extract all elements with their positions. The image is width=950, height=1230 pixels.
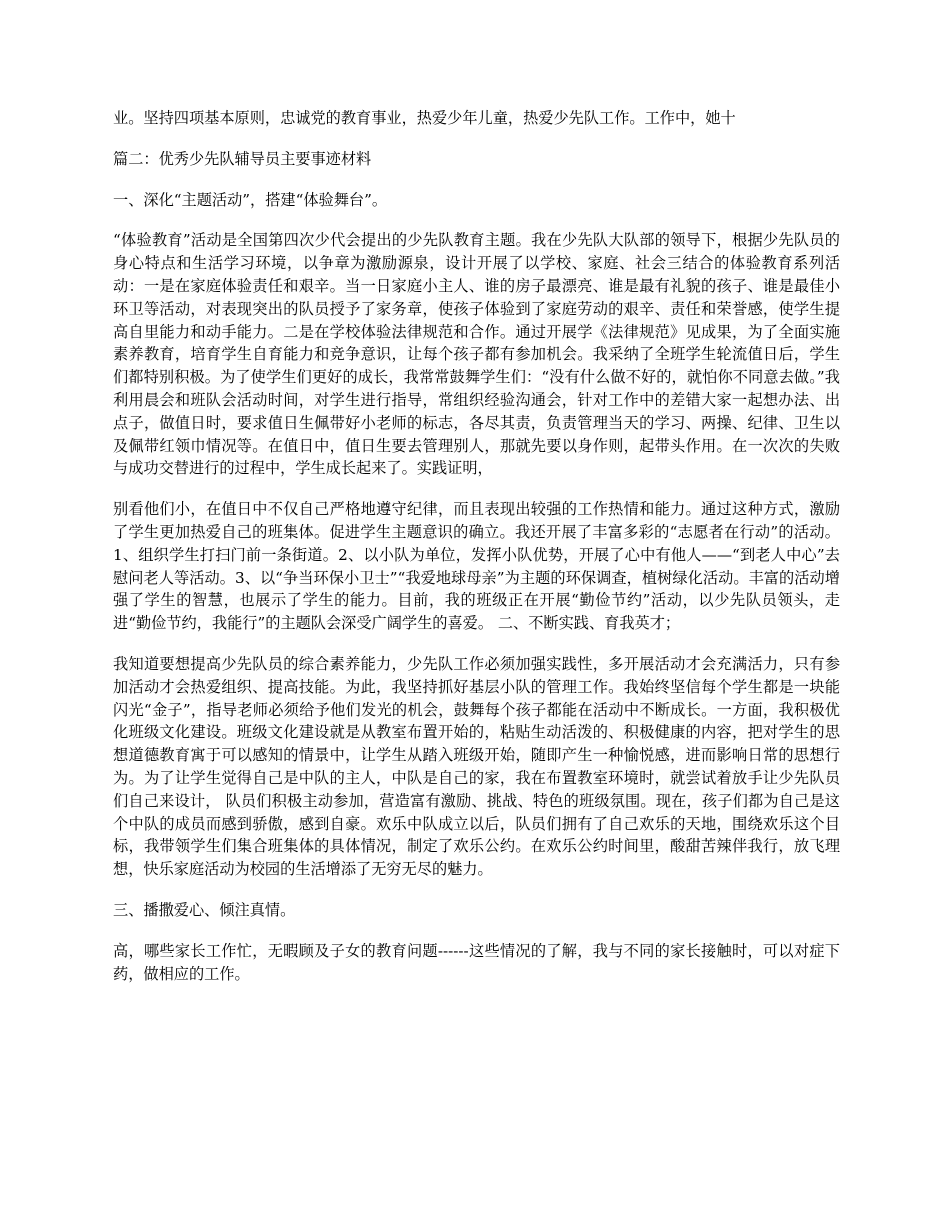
paragraph-6: 我知道要想提高少先队员的综合素养能力，少先队工作必须加强实践性，多开展活动才会充满活力，只有参加活动才会热爱组织、提高技能。为此，我坚持抓好基层小队的管理工作。我始终坚信每个学生都是一块能闪光“金子”，指导老师必须给予他们发光的机会，鼓舞每个孩子都能在活动中不断成长。一方面，我积极优化班级文化建设。班级文化建设就是从教室布置开始的，粘贴生动活泼的、积极健康的内容，把对学生的思想道德教育寓于可以感知的情景中，让学生从踏入班级开始，随即产生一种愉悦感，进而影响日常的思想行为。为了让学生觉得自己是中队的主人，中队是自己的家，我在布置教室环境时，就尝试着放手让少先队员们自己来设计， 队员们积极主动参加，营造富有激励、挑战、特色的班级氛围。现在，孩子们都为自己是这个中队的成员而感到骄傲，感到自豪。欢乐中队成立以后，队员们拥有了自己欢乐的天地，围绕欢乐这个目标，我带领学生们集合班集体的具体情况，制定了欢乐公约。在欢乐公约时间里，酸甜苦辣伴我行，放飞理想，快乐家庭活动为校园的生活增添了无穷无尽的魅力。 [113,654,840,879]
document-page [113,107,840,1003]
paragraph-3-subheading: 一、深化“主题活动”，搭建“体验舞台”。 [113,190,388,209]
paragraph-1: 业。坚持四项基本原则，忠诚党的教育事业，热爱少年儿童，热爱少先队工作。工作中，她十 [113,109,736,127]
paragraph-8: 高，哪些家长工作忙，无暇顾及子女的教育问题------这些情况的了解，我与不同的家长接触时，可以对症下药，做相应的工作。 [113,941,840,983]
paragraph-7-subheading: 三、播撒爱心、倾注真情。 [113,900,296,919]
paragraph-2-heading: 篇二：优秀少先队辅导员主要事迹材料 [113,149,372,168]
paragraph-4: “体验教育”活动是全国第四次少代会提出的少先队教育主题。我在少先队大队部的领导下，根据少先队员的身心特点和生活学习环境，以争章为激励源泉，设计开展了以学校、家庭、社会三结合的体验教育系列活动：一是在家庭体验责任和艰辛。当一日家庭小主人、谁的房子最漂亮、谁是最有礼貌的孩子、谁是最佳小环卫等活动，对表现突出的队员授予了家务章，使孩子体验到了家庭劳动的艰辛、责任和荣誉感，使学生提高自里能力和动手能力。二是在学校体验法律规范和合作。通过开展学《法律规范》见成果，为了全面实施素养教育，培育学生自育能力和竞争意识，让每个孩子都有参加机会。我采纳了全班学生轮流值日后，学生们都特别积极。为了使学生们更好的成长，我常常鼓舞学生们：“没有什么做不好的，就怕你不同意去做。”我利用晨会和班队会活动时间，对学生进行指导，常组织经验沟通会，针对工作中的差错大家一起想办法、出点子，做值日时，要求值日生佩带好小老师的标志，各尽其责，负责管理当天的学习、两操、纪律、卫生以及佩带红领巾情况等。在值日中，值日生要去管理别人，那就先要以身作则，起带头作用。在一次次的失败与成功交替进行的过程中，学生成长起来了。实践证明， [113,231,840,478]
paragraph-5: 别看他们小，在值日中不仅自己严格地遵守纪律，而且表现出较强的工作热情和能力。通过这种方式，激励了学生更加热爱自己的班集体。促进学生主题意识的确立。我还开展了丰富多彩的“志愿者在行动”的活动。1、组织学生打扫门前一条街道。2、以小队为单位，发挥小队优势，开展了心中有他人——“到老人中心”去慰问老人等活动。3、以“争当环保小卫士”“我爱地球母亲”为主题的环保调查，植树绿化活动。丰富的活动增强了学生的智慧，也展示了学生的能力。目前，我的班级正在开展“勤俭节约”活动，以少先队员领头，走进“勤俭节约，我能行”的主题队会深受广阔学生的喜爱。 二、不断实践、育我英才； [113,500,840,633]
